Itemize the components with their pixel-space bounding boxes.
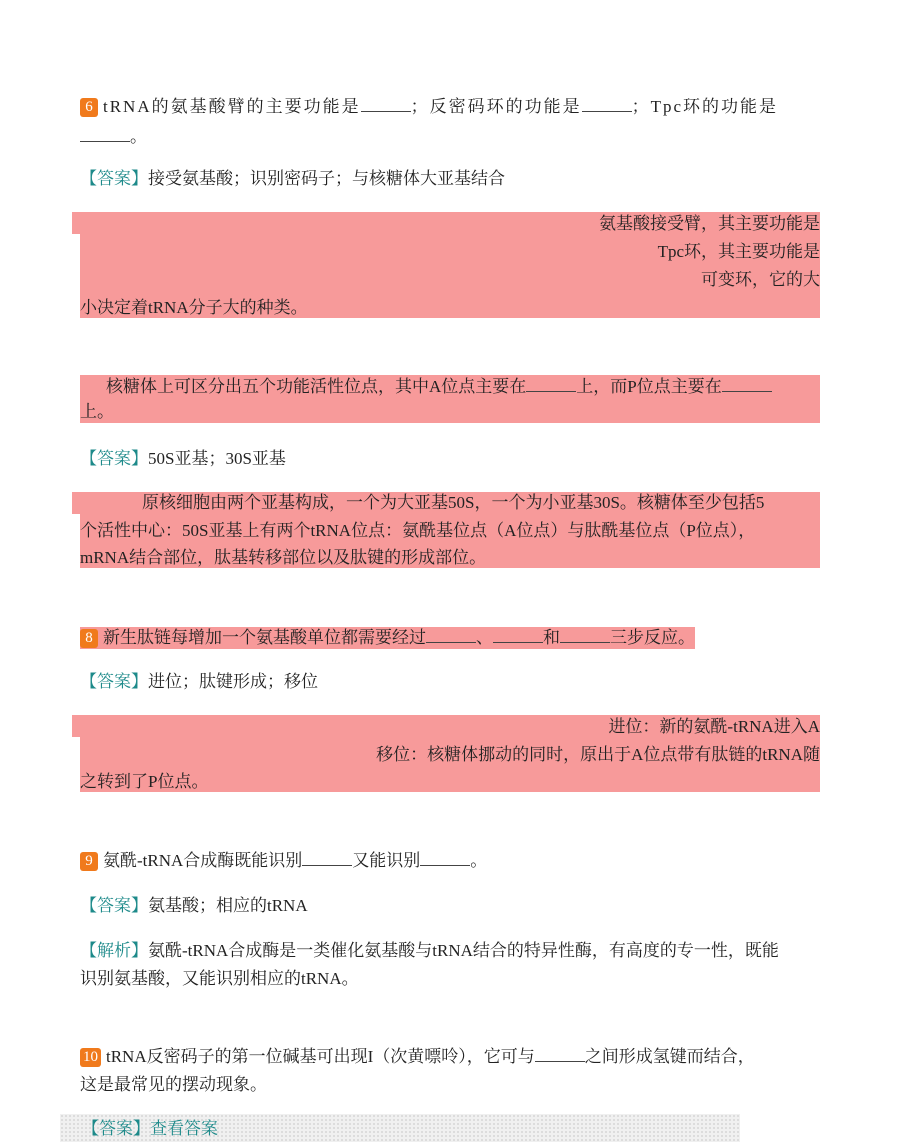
- question-10-stem-cont: 这是最常见的摆动现象。: [80, 1075, 267, 1094]
- question-number-badge: 10: [80, 1048, 101, 1067]
- question-7-explanation: 原核细胞由两个亚基构成，一个为大亚基50S，一个为小亚基30S。核糖体至少包括5 个活性中心：50S亚基上有两个tRNA位点：氨酰基位点（A位点）与肽酰基位点（P位点）， mRNA结合部位，肽基转移部位以及肽键的形成部位。: [80, 492, 820, 568]
- answer-blank: [420, 851, 470, 866]
- question-6-stem-cont: 。: [80, 126, 147, 148]
- question-6-stem: 6 tRNA的氨基酸臂的主要功能是 ；反密码环的功能是 ；Tpc环的功能是: [80, 96, 778, 118]
- answer-blank: [526, 377, 576, 392]
- answer-blank: [302, 851, 352, 866]
- answer-blank: [80, 127, 130, 142]
- question-number-badge: 9: [80, 852, 98, 871]
- question-6-explanation: 氨基酸接受臂，其主要功能是 Tpc环，其主要功能是 可变环，它的大 小决定着tRNA分子大的种类。: [80, 212, 820, 318]
- question-8-explanation: 进位：新的氨酰-tRNA进入A 移位：核糖体挪动的同时，原出于A位点带有肽链的tRNA随 之转到了P位点。: [80, 715, 820, 792]
- answer-blank: [582, 97, 632, 112]
- question-9-analysis-cont: 识别氨基酸，又能识别相应的tRNA。: [80, 969, 359, 988]
- answer-label: 【答案】: [80, 169, 148, 188]
- answer-blank: [722, 377, 772, 392]
- question-8-stem: 8 新生肽链每增加一个氨基酸单位都需要经过 、 和 三步反应。: [80, 627, 695, 649]
- answer-label: 【答案】: [80, 672, 148, 691]
- question-10-stem: 10 tRNA反密码子的第一位碱基可出现I（次黄嘌呤），它可与 之间形成氢键而结合，: [80, 1046, 755, 1068]
- view-answer-link[interactable]: 查看答案: [150, 1119, 218, 1138]
- question-9-answer: 【答案】氨基酸；相应的tRNA: [80, 896, 308, 915]
- answer-blank: [426, 628, 476, 643]
- question-9-analysis: 【解析】氨酰-tRNA合成酶是一类催化氨基酸与tRNA结合的特异性酶，有高度的专一性，既能: [80, 941, 779, 960]
- view-answer-bar[interactable]: [60, 1114, 740, 1142]
- question-number-badge: 8: [80, 629, 98, 648]
- answer-label: 【答案】: [80, 449, 148, 468]
- answer-blank: [560, 628, 610, 643]
- answer-label: 【答案】: [80, 896, 148, 915]
- question-number-badge: 6: [80, 98, 98, 117]
- question-7-stem: 核糖体上可区分出五个功能活性位点，其中A位点主要在 上，而P位点主要在 上。: [80, 375, 820, 423]
- answer-blank: [493, 628, 543, 643]
- question-9-stem: 9 氨酰-tRNA合成酶既能识别 又能识别 。: [80, 850, 487, 872]
- analysis-label: 【解析】: [80, 941, 148, 960]
- answer-blank: [535, 1047, 585, 1062]
- question-7-answer: 【答案】50S亚基；30S亚基: [80, 449, 286, 468]
- answer-blank: [361, 97, 411, 112]
- question-8-answer: 【答案】进位；肽键形成；移位: [80, 672, 318, 691]
- question-6-answer: 【答案】接受氨基酸；识别密码子；与核糖体大亚基结合: [80, 169, 505, 188]
- answer-label: 【答案】: [82, 1119, 150, 1138]
